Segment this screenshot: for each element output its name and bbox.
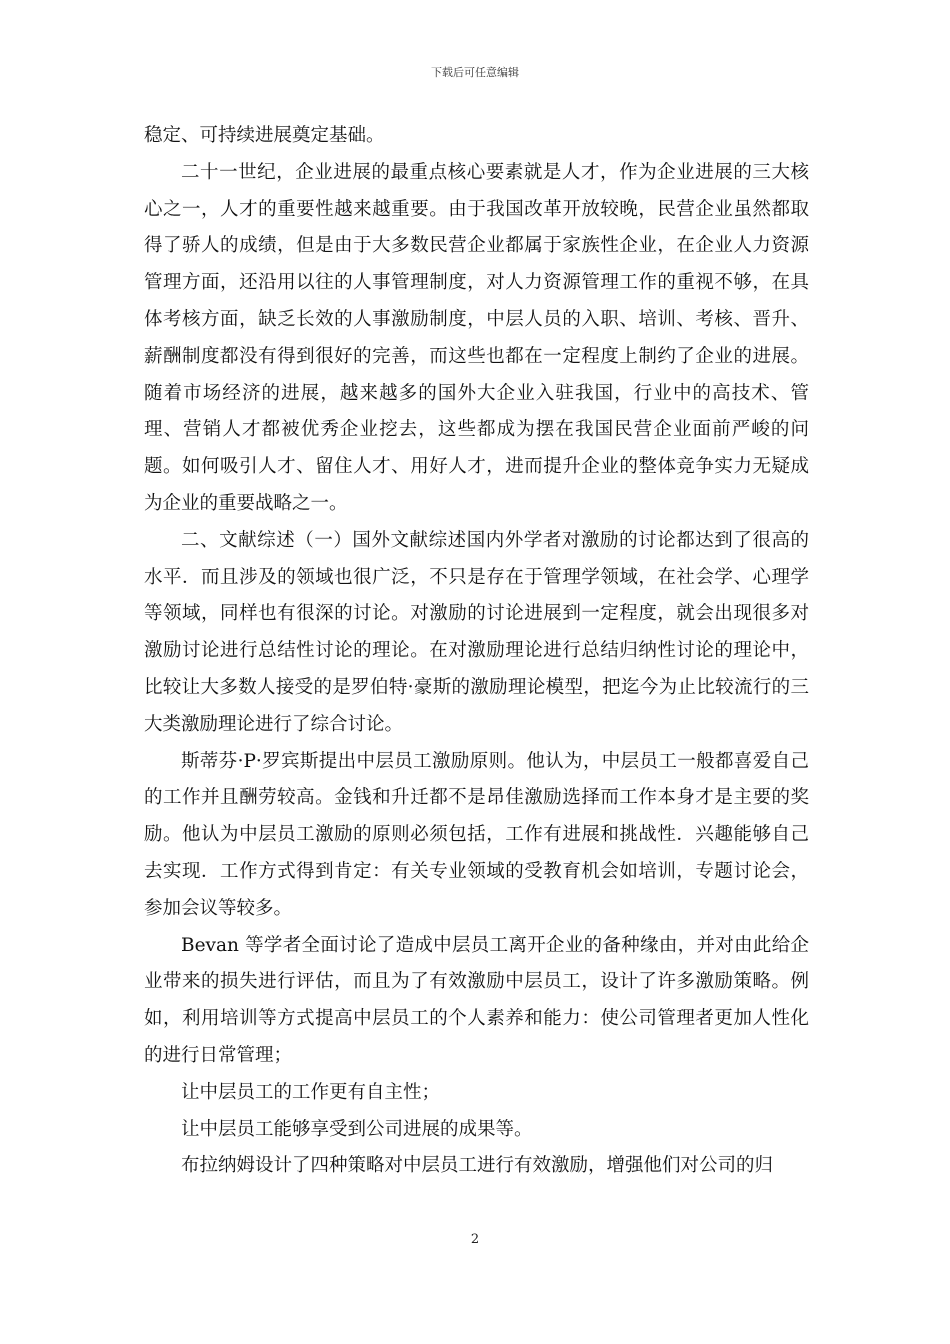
page-number: 2 xyxy=(470,1232,480,1247)
paragraph-7: 让中层员工能够享受到公司进展的成果等。 xyxy=(181,1118,533,1140)
paragraph-8: 布拉纳姆设计了四种策略对中层员工进行有效激励，增强他们对公司的归 xyxy=(181,1155,774,1177)
document-body xyxy=(144,118,809,1185)
paragraph-1: 稳定、可持续进展奠定基础。 xyxy=(144,125,385,146)
page-header: 下载后可任意编辑 xyxy=(431,66,519,79)
paragraph-2: 二十一世纪，企业进展的最重点核心要素就是人才，作为企业进展的三大核心之一，人才的重要性越来越重要。由于我国改革开放较晚，民营企业虽然都取得了骄人的成绩，但是由于大多数民营企业都属于家族性企业，在企业人力资源管理方面，还沿用以往的人事管理制度，对人力资源管理工作的重视不够，在具体考核方面，缺乏长效的人事激励制度，中层人员的入职、培训、考核、晋升、薪酬制度都没有得到很好的完善，而这些也都在一定程度上制约了企业的进展。随着市场经济的进展，越来越多的国外大企业入驻我国，行业中的高技术、管理、营销人才都被优秀企业挖去，这些都成为摆在我国民营企业面前严峻的问题。如何吸引人才、留住人才、用好人才，进而提升企业的整体竞争实力无疑成为企业的重要战略之一。 xyxy=(144,161,809,514)
paragraph-6: 让中层员工的工作更有自主性； xyxy=(181,1081,441,1103)
paragraph-4: 斯蒂芬·P·罗宾斯提出中层员工激励原则。他认为，中层员工一般都喜爱自己的工作并且酬劳较高。金钱和升迁都不是昂佳激励选择而工作本身才是主要的奖励。他认为中层员工激励的原则必须包括，工作有进展和挑战性．兴趣能够自己去实现．工作方式得到肯定：有关专业领域的受教育机会如培训，专题讨论会，参加会议等较多。 xyxy=(144,750,809,919)
paragraph-3: 二、文献综述（一）国外文献综述国内外学者对激励的讨论都达到了很高的水平．而且涉及的领域也很广泛，不只是存在于管理学领域，在社会学、心理学等领域，同样也有很深的讨论。对激励的讨论进展到一定程度，就会出现很多对激励讨论进行总结性讨论的理论。在对激励理论进行总结归纳性讨论的理论中，比较让大多数人接受的是罗伯特·豪斯的激励理论模型，把迄今为止比较流行的三大类激励理论进行了综合讨论。 xyxy=(144,529,809,735)
paragraph-5: Bevan 等学者全面讨论了造成中层员工离开企业的备种缘由，并对由此给企业带来的损失进行评估，而且为了有效激励中层员工，设计了许多激励策略。例如，利用培训等方式提高中层员工的个人素养和能力：使公司管理者更加人性化的进行日常管理； xyxy=(144,934,809,1066)
